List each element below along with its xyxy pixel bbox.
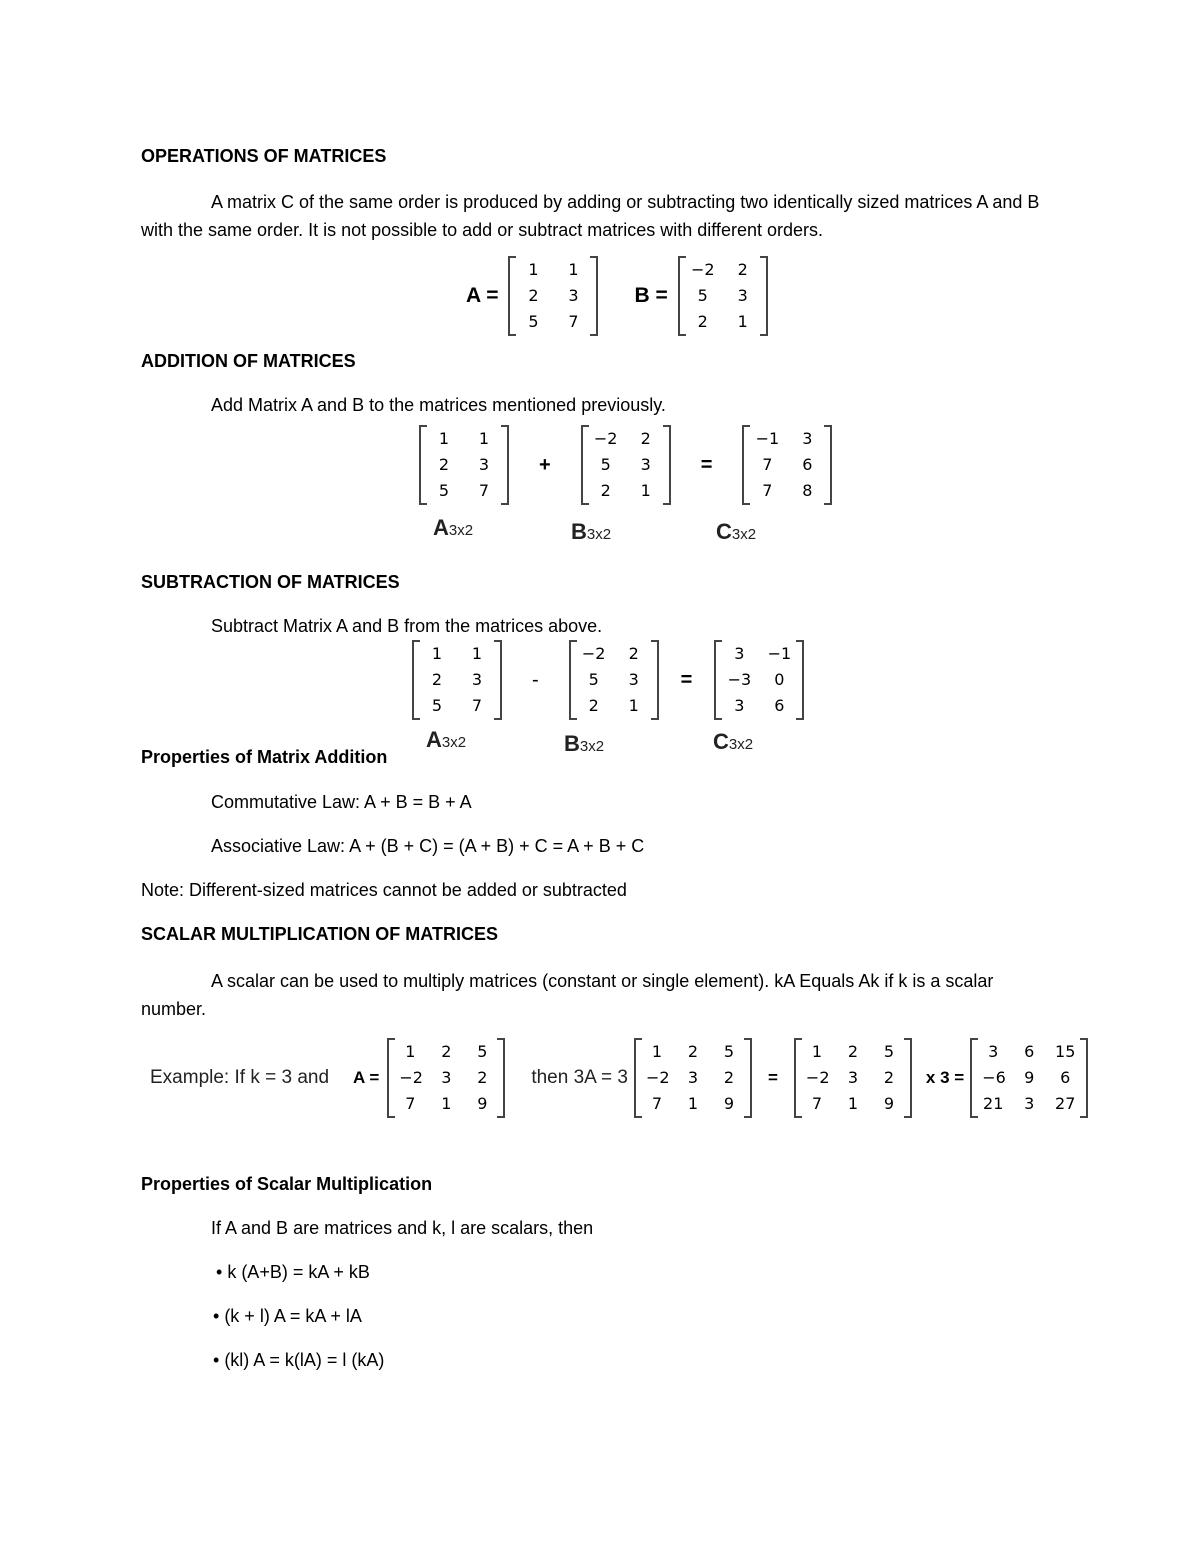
subtraction-caption-c bbox=[713, 729, 753, 755]
matrix-cell: 5 bbox=[697, 286, 708, 305]
matrix-cell: 3 bbox=[847, 1068, 859, 1087]
bullet-text: k (A+B) = kA + kB bbox=[227, 1262, 370, 1282]
addition-matrix-b bbox=[581, 425, 671, 505]
bullet-item bbox=[213, 1349, 384, 1371]
matrix-b-cells bbox=[690, 258, 756, 334]
matrix-cell: 3 bbox=[802, 429, 813, 448]
matrix-cell: 3 bbox=[1024, 1094, 1035, 1113]
matrix-cell: 1 bbox=[640, 481, 651, 500]
equals-operator: = bbox=[767, 1068, 778, 1087]
matrix-cell: 1 bbox=[478, 429, 490, 448]
matrix-cell: 1 bbox=[471, 644, 483, 663]
matrix-cell: 5 bbox=[588, 670, 599, 689]
matrix-cell: 2 bbox=[640, 429, 651, 448]
matrix-cell: 1 bbox=[568, 260, 579, 279]
caption-letter: B bbox=[571, 519, 587, 544]
addition-matrix-b-cells bbox=[593, 427, 659, 503]
matrix-cell: 2 bbox=[697, 312, 708, 331]
commutative-law: Commutative Law: A + B = B + A bbox=[211, 792, 472, 812]
matrix-cell: 5 bbox=[477, 1042, 488, 1061]
matrix-cell: 3 bbox=[640, 455, 651, 474]
example-prefix: Example: If k = 3 and bbox=[150, 1067, 330, 1088]
matrix-cell: 3 bbox=[988, 1042, 999, 1061]
matrix-cell: 3 bbox=[734, 644, 745, 663]
matrix-cell: −2 bbox=[593, 429, 618, 448]
matrix-cell: 3 bbox=[441, 1068, 452, 1087]
matrix-cell: 6 bbox=[802, 455, 813, 474]
matrix-cell: 2 bbox=[431, 670, 443, 689]
addition-matrix-c-cells bbox=[754, 427, 820, 503]
matrix-a-cells bbox=[520, 258, 586, 334]
matrix-cell: 7 bbox=[762, 455, 773, 474]
matrix-cell: 2 bbox=[628, 644, 639, 663]
subtraction-caption-a bbox=[426, 727, 466, 753]
matrix-cell: −1 bbox=[755, 429, 780, 448]
matrix-cell: 5 bbox=[883, 1042, 895, 1061]
matrix-cell: 9 bbox=[883, 1094, 895, 1113]
subtraction-matrix-c-cells bbox=[726, 642, 792, 718]
matrix-cell: 3 bbox=[568, 286, 579, 305]
matrix-cell: 7 bbox=[762, 481, 773, 500]
matrix-cell: 27 bbox=[1055, 1094, 1076, 1113]
bullet-item bbox=[216, 1261, 370, 1283]
matrix-b bbox=[678, 256, 768, 336]
addition-matrix-a-cells bbox=[431, 427, 497, 503]
matrix-cell: 6 bbox=[774, 696, 785, 715]
properties-scalar-heading: Properties of Scalar Multiplication bbox=[141, 1174, 433, 1194]
matrix-cell: −2 bbox=[690, 260, 715, 279]
matrix-cell: 5 bbox=[438, 481, 450, 500]
matrix-cell: 7 bbox=[471, 696, 483, 715]
matrix-cell: 5 bbox=[528, 312, 539, 331]
bullet-text: (kl) A = k(lA) = l (kA) bbox=[224, 1350, 385, 1370]
matrix-cell: 1 bbox=[847, 1094, 859, 1113]
addition-equation bbox=[419, 425, 832, 505]
addition-caption-c bbox=[716, 519, 756, 545]
caption-sub: 3x2 bbox=[448, 522, 474, 539]
example-result-matrix bbox=[970, 1038, 1088, 1118]
example-matrix-3a bbox=[634, 1038, 752, 1118]
matrix-cell: −2 bbox=[581, 644, 606, 663]
matrix-cell: −2 bbox=[399, 1068, 423, 1087]
bullet-text: (k + l) A = kA + lA bbox=[224, 1306, 362, 1326]
caption-sub: 3x2 bbox=[728, 736, 754, 753]
note-text: Note: Different-sized matrices cannot be added or subtracted bbox=[141, 880, 627, 900]
matrix-cell: 0 bbox=[774, 670, 785, 689]
matrix-cell: 7 bbox=[568, 312, 579, 331]
caption-letter: C bbox=[716, 519, 732, 544]
caption-letter: C bbox=[713, 729, 729, 754]
addition-matrix-a bbox=[419, 425, 509, 505]
matrix-cell: 1 bbox=[687, 1094, 699, 1113]
then-label: then 3A = 3 bbox=[531, 1067, 628, 1088]
matrix-cell: 5 bbox=[600, 455, 611, 474]
caption-letter: A bbox=[426, 727, 442, 752]
matrix-cell: 1 bbox=[431, 644, 443, 663]
times-operator: x 3 = bbox=[925, 1068, 965, 1087]
matrix-cell: −2 bbox=[645, 1068, 670, 1087]
subtraction-matrix-b-cells bbox=[581, 642, 647, 718]
scalar-heading: SCALAR MULTIPLICATION OF MATRICES bbox=[141, 924, 498, 944]
matrix-cell: 1 bbox=[438, 429, 450, 448]
matrix-cell: 9 bbox=[477, 1094, 488, 1113]
minus-operator: - bbox=[532, 668, 539, 691]
matrix-cell: 2 bbox=[588, 696, 599, 715]
matrix-a-label: A = bbox=[466, 284, 499, 307]
matrix-cell: 1 bbox=[405, 1042, 416, 1061]
scalar-paragraph: A scalar can be used to multiply matrices (constant or single element). kA Equals Ak if k is a scalar number. bbox=[141, 971, 994, 1019]
bullet-icon: • bbox=[213, 1350, 225, 1370]
caption-letter: B bbox=[564, 731, 580, 756]
caption-sub: 3x2 bbox=[441, 734, 467, 751]
matrix-cell: 1 bbox=[737, 312, 748, 331]
matrix-cell: 9 bbox=[723, 1094, 735, 1113]
page-title: OPERATIONS OF MATRICES bbox=[141, 146, 387, 166]
addition-heading: ADDITION OF MATRICES bbox=[141, 351, 356, 371]
plus-operator: + bbox=[539, 453, 551, 476]
matrix-cell: 2 bbox=[883, 1068, 895, 1087]
matrix-cell: 6 bbox=[1024, 1042, 1035, 1061]
example-matrix-a-copy-cells bbox=[806, 1040, 900, 1116]
matrix-cell: 7 bbox=[651, 1094, 663, 1113]
properties-scalar-intro: If A and B are matrices and k, l are scalars, then bbox=[211, 1218, 594, 1238]
matrix-cell: −6 bbox=[982, 1068, 1006, 1087]
addition-caption-b bbox=[571, 519, 611, 545]
intro-paragraph: A matrix C of the same order is produced by adding or subtracting two identically sized matrices A and B with the same order. It is not possible to add or subtract matrices with different orders. bbox=[141, 192, 1040, 240]
equals-operator: = bbox=[680, 668, 693, 691]
matrix-cell: 3 bbox=[628, 670, 639, 689]
matrix-cell: 21 bbox=[983, 1094, 1004, 1113]
matrix-cell: 7 bbox=[478, 481, 490, 500]
matrix-b-label: B = bbox=[634, 284, 668, 307]
matrix-cell: 2 bbox=[723, 1068, 735, 1087]
matrix-cell: 3 bbox=[687, 1068, 699, 1087]
matrix-cell: 5 bbox=[723, 1042, 735, 1061]
matrix-cell: 1 bbox=[528, 260, 539, 279]
scalar-example bbox=[150, 1038, 1088, 1118]
addition-text: Add Matrix A and B to the matrices mentioned previously. bbox=[211, 395, 666, 415]
definition-equation bbox=[466, 256, 768, 336]
matrix-cell: 8 bbox=[802, 481, 813, 500]
matrix-cell: 1 bbox=[811, 1042, 823, 1061]
bullet-icon: • bbox=[213, 1306, 225, 1326]
matrix-cell: 2 bbox=[441, 1042, 452, 1061]
matrix-cell: 2 bbox=[600, 481, 611, 500]
caption-sub: 3x2 bbox=[586, 526, 612, 543]
matrix-cell: 2 bbox=[438, 455, 450, 474]
matrix-cell: 3 bbox=[737, 286, 748, 305]
subtraction-equation bbox=[412, 640, 804, 720]
addition-caption-a bbox=[433, 515, 473, 541]
matrix-cell: 1 bbox=[651, 1042, 663, 1061]
bullet-item bbox=[213, 1305, 362, 1327]
matrix-cell: 2 bbox=[528, 286, 539, 305]
caption-letter: A bbox=[433, 515, 449, 540]
matrix-cell: −3 bbox=[727, 670, 752, 689]
matrix-cell: 1 bbox=[628, 696, 639, 715]
subtraction-heading: SUBTRACTION OF MATRICES bbox=[141, 572, 400, 592]
matrix-cell: 9 bbox=[1024, 1068, 1035, 1087]
example-matrix-a bbox=[387, 1038, 505, 1118]
subtraction-text: Subtract Matrix A and B from the matrices above. bbox=[211, 616, 603, 636]
matrix-cell: 5 bbox=[431, 696, 443, 715]
matrix-cell: 7 bbox=[405, 1094, 416, 1113]
matrix-cell: 6 bbox=[1060, 1068, 1071, 1087]
addition-matrix-c bbox=[742, 425, 832, 505]
matrix-cell: 3 bbox=[471, 670, 483, 689]
subtraction-matrix-a bbox=[412, 640, 502, 720]
matrix-cell: 2 bbox=[687, 1042, 699, 1061]
associative-law: Associative Law: A + (B + C) = (A + B) + C = A + B + C bbox=[211, 836, 645, 856]
matrix-cell: 15 bbox=[1055, 1042, 1076, 1061]
matrix-cell: 2 bbox=[847, 1042, 859, 1061]
bullet-icon: • bbox=[216, 1262, 228, 1282]
example-matrix-3a-cells bbox=[646, 1040, 740, 1116]
matrix-cell: 3 bbox=[478, 455, 490, 474]
matrix-cell: 2 bbox=[477, 1068, 488, 1087]
example-matrix-a-copy bbox=[794, 1038, 912, 1118]
matrix-a bbox=[508, 256, 598, 336]
equals-operator: = bbox=[700, 453, 713, 476]
matrix-cell: 7 bbox=[811, 1094, 823, 1113]
example-result-matrix-cells bbox=[982, 1040, 1076, 1116]
caption-sub: 3x2 bbox=[579, 738, 605, 755]
subtraction-matrix-b bbox=[569, 640, 659, 720]
matrix-a-label: A = bbox=[353, 1068, 380, 1087]
example-matrix-a-cells bbox=[399, 1040, 493, 1116]
properties-addition-heading: Properties of Matrix Addition bbox=[141, 747, 388, 767]
subtraction-matrix-a-cells bbox=[424, 642, 490, 718]
matrix-cell: −2 bbox=[805, 1068, 830, 1087]
subtraction-matrix-c bbox=[714, 640, 804, 720]
matrix-cell: −1 bbox=[767, 644, 792, 663]
matrix-cell: 1 bbox=[441, 1094, 452, 1113]
matrix-cell: 3 bbox=[734, 696, 745, 715]
caption-sub: 3x2 bbox=[731, 526, 757, 543]
subtraction-caption-b bbox=[564, 731, 604, 757]
matrix-cell: 2 bbox=[737, 260, 748, 279]
